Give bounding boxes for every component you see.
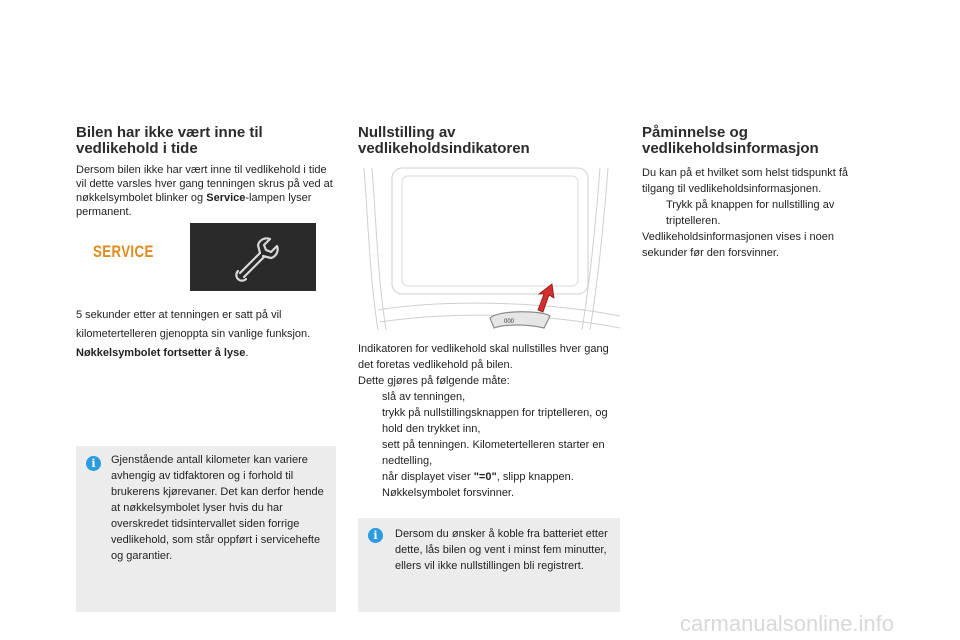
reminder-paragraph-2: Vedlikeholdsinformasjonen vises i noen sekunder før den forsvinner.: [642, 231, 835, 259]
reset-step-1-text: slå av tenningen,: [382, 391, 466, 403]
bullet-icon: [358, 437, 382, 469]
heading-line-2: vedlikeholdsinformasjon: [642, 140, 819, 157]
heading-line-1: Nullstilling av: [358, 124, 456, 141]
info-box-left: [76, 446, 336, 612]
bullet-icon: [358, 405, 382, 437]
heading-line-2: vedlikeholdsindikatoren: [358, 140, 530, 157]
instrument-cluster-illustration: [358, 160, 622, 336]
reset-step-4-text: [382, 469, 622, 501]
reset-step-1: [358, 389, 622, 405]
heading-line-1: Bilen har ikke vært inne til: [76, 124, 263, 141]
reminder-paragraph: Du kan på et hvilket som helst tidspunkt få tilgang til vedlikeholdsinformasjonen.: [642, 167, 849, 195]
trip-reset-button: [490, 312, 550, 328]
step4-display-value: "=0": [473, 471, 497, 483]
reset-intro: Indikatoren for vedlikehold skal nullstilles hver gang det foretas vedlikehold på bilen.: [358, 343, 609, 371]
reminder-step-1-text: Trykk på knappen for nullstilling av triptelleren.: [666, 199, 835, 227]
overdue-paragraph: [76, 163, 338, 219]
reset-step-4: [358, 469, 622, 501]
service-warning-label: SERVICE: [93, 242, 154, 261]
heading-overdue: [76, 125, 338, 157]
reminder-step-1: [642, 197, 880, 229]
trip-reset-button-label: 000: [504, 319, 515, 325]
bullet-icon: [642, 197, 666, 229]
info-icon: i: [86, 456, 101, 471]
restart-bold: Nøkkelsymbolet fortsetter å lyse: [76, 347, 246, 359]
red-arrow-icon: [538, 284, 554, 312]
column-left: [76, 125, 338, 219]
column-left-lower: [76, 306, 338, 363]
reset-intro-2: Dette gjøres på følgende måte:: [358, 375, 510, 387]
reset-step-2: [358, 405, 622, 437]
heading-line-1: Påminnelse og: [642, 124, 748, 141]
service-word: Service: [206, 192, 246, 204]
footer-watermark: carmanualsonline.info: [680, 611, 895, 636]
restart-text-end: .: [245, 347, 249, 359]
info-icon: i: [368, 528, 383, 543]
overdue-text-end: -lampen lyser permanent.: [76, 192, 312, 218]
heading-reminder: [642, 125, 880, 157]
reset-step-3-text: sett på tenningen. Kilometertelleren starter en nedtelling,: [382, 439, 605, 467]
reset-step-2-text: trykk på nullstillingsknappen for triptelleren, og hold den trykket inn,: [382, 407, 608, 435]
reset-step-3: [358, 437, 622, 469]
heading-line-2: vedlikehold i tide: [76, 140, 198, 157]
wrench-icon: [190, 223, 316, 291]
info-text-middle: Dersom du ønsker å koble fra batteriet etter dette, lås bilen og vent i minst fem minutter, ellers vil ikke nullstillingen bli registrert.: [395, 528, 608, 572]
bullet-icon: [358, 469, 382, 501]
step4-text-a: når displayet viser: [382, 471, 474, 483]
restart-paragraph: [76, 306, 338, 363]
step4-text-b: , slipp knappen. Nøkkelsymbolet forsvinner.: [382, 471, 574, 499]
column-middle: [358, 125, 620, 157]
dashboard-wrench-panel: [190, 223, 316, 291]
heading-reset: [358, 125, 620, 157]
info-text-left: Gjenstående antall kilometer kan variere avhengig av tidfaktoren og i forhold til brukerens kjørevaner. Det kan derfor hende at nøkkelsymbolet lyser hvis du har overskredet tidsintervallet siden forrige vedlikehold, som står oppført i servicehefte og garantier.: [111, 454, 324, 562]
column-middle-text: [358, 341, 622, 501]
column-right: [642, 125, 880, 261]
overdue-text: Dersom bilen ikke har vært inne til vedlikehold i tide vil dette varsles hver gang tenningen skrus på ved at nøkkelsymbolet blinker og: [76, 164, 333, 204]
info-box-middle: [358, 518, 620, 612]
restart-text: 5 sekunder etter at tenningen er satt på vil kilometertelleren gjenoppta sin vanlige funksjon.: [76, 309, 311, 340]
bullet-icon: [358, 389, 382, 405]
